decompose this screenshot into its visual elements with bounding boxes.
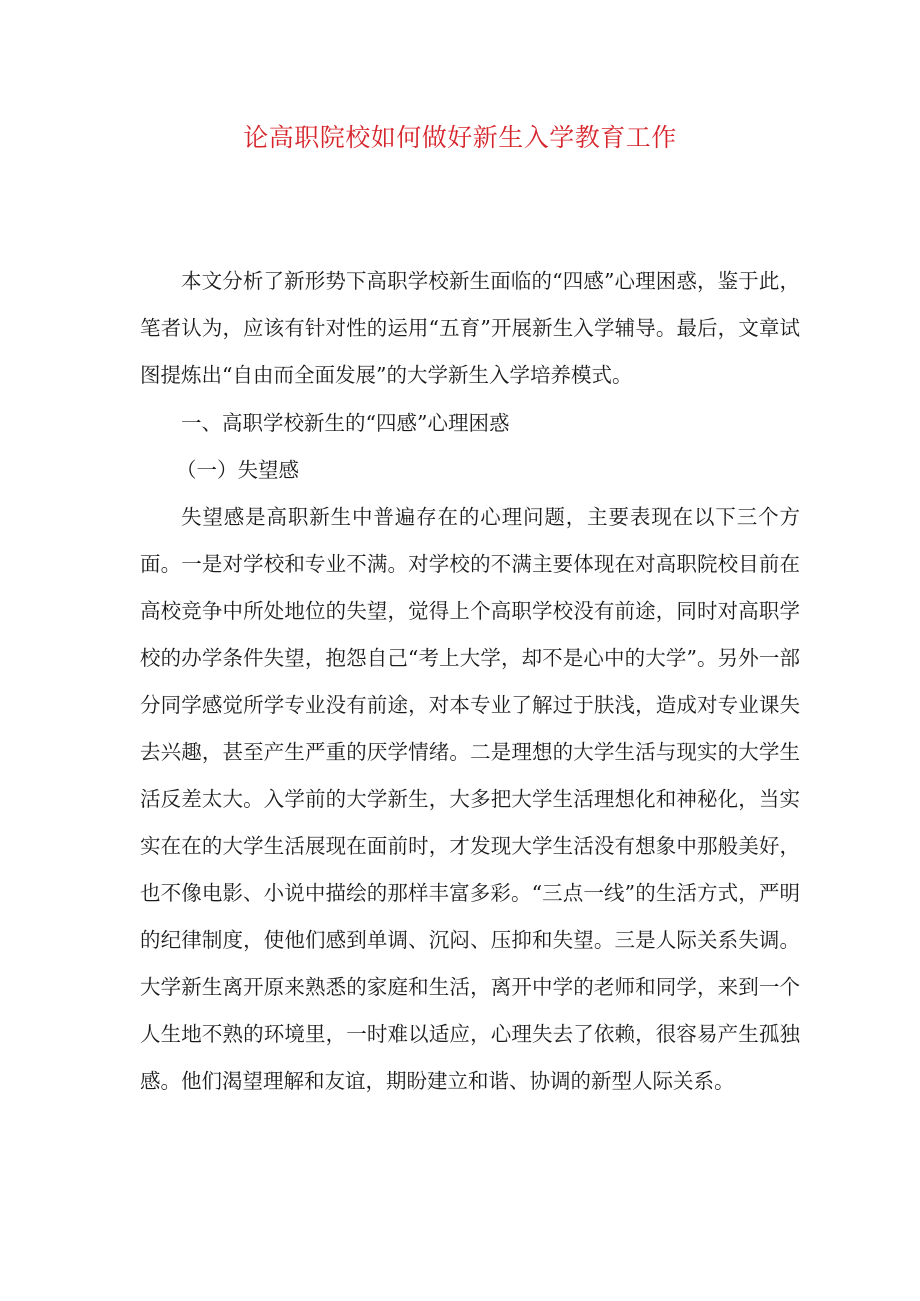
subsection-heading: （一）失望感 bbox=[176, 458, 299, 482]
intro-paragraph: 本文分析了新形势下高职学校新生面临的“四感”心理困惑，鉴于此，笔者认为，应该有针对性的运用“五育”开展新生入学辅导。最后，文章试图提炼出“自由而全面发展”的大学新生入学培养模式。 bbox=[140, 269, 800, 387]
disappointment-paragraph: 失望感是高职新生中普遍存在的心理问题，主要表现在以下三个方面。一是对学校和专业不满。对学校的不满主要体现在对高职院校目前在高校竞争中所处地位的失望，觉得上个高职学校没有前途，同时对高职学校的办学条件失望，抱怨自己“考上大学，却不是心中的大学”。另外一部分同学感觉所学专业没有前途，对本专业了解过于肤浅，造成对专业课失去兴趣，甚至产生严重的厌学情绪。二是理想的大学生活与现实的大学生活反差太大。入学前的大学新生，大多把大学生活理想化和神秘化，当实实在在的大学生活展现在面前时，才发现大学生活没有想象中那般美好，也不像电影、小说中描绘的那样丰富多彩。“三点一线”的生活方式，严明的纪律制度，使他们感到单调、沉闷、压抑和失望。三是人际关系失调。大学新生离开原来熟悉的家庭和生活，离开中学的老师和同学，来到一个人生地不熟的环境里，一时难以适应，心理失去了依赖，很容易产生孤独感。他们渴望理解和友谊，期盼建立和谐、协调的新型人际关系。 bbox=[140, 505, 800, 1093]
section-heading: 一、高职学校新生的“四感”心理困惑 bbox=[181, 411, 510, 435]
document-title: 论高职院校如何做好新生入学教育工作 bbox=[243, 123, 677, 152]
